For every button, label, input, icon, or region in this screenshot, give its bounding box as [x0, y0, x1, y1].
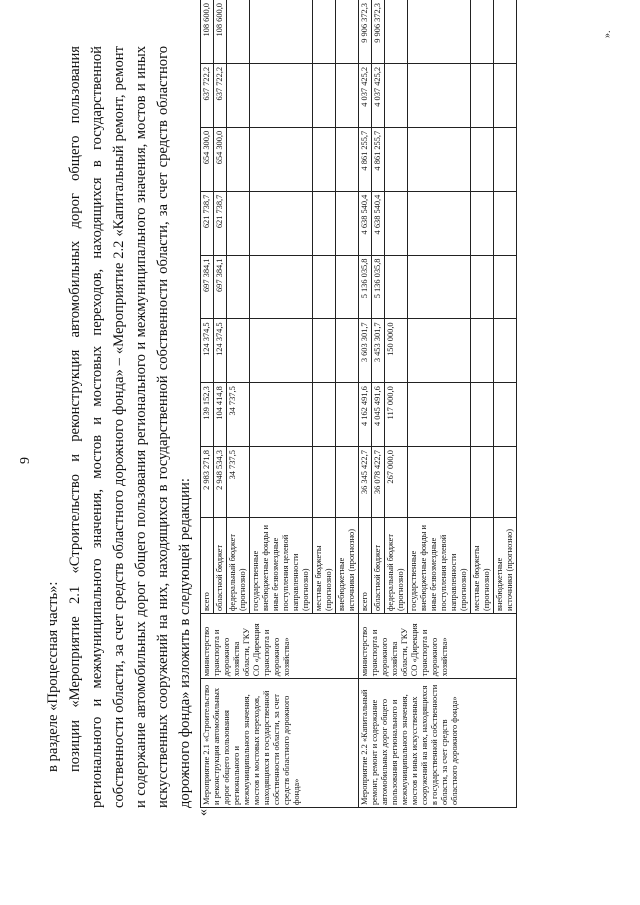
amount-cell	[336, 319, 359, 383]
amount-cell	[336, 0, 359, 63]
amount-cell	[494, 191, 517, 255]
amount-cell: 4 861 255,7	[372, 127, 385, 191]
amount-cell	[313, 447, 336, 518]
amount-cell	[408, 255, 471, 319]
funding-source-cell: федеральный бюджет (прогнозно)	[227, 517, 250, 613]
amount-cell	[385, 127, 408, 191]
amount-cell	[250, 127, 313, 191]
amendment-paragraph: позиции «Мероприятие 2.1 «Строительство и реконструкция автомобильных дорог общего пользования регионального и межмуниципального значения, мостов и мостовых переходов, находящихся в государственной собственности области, за счет средств областного дорожного фонда» – «Мероприятие 2.2 «Капитальный ремонт, ремонт и содержание автомобильных дорог общего пользования регионального и межмуниципального значения, мостов и иных искусственных сооружений на них, находящихся в государственной собственности области, за счет средств областного дорожного фонда» изложить в следующей редакции:	[67, 46, 193, 808]
amount-cell	[471, 191, 494, 255]
amount-cell: 4 045 491,6	[372, 383, 385, 447]
amount-cell	[227, 319, 250, 383]
page-number: 9	[18, 457, 33, 464]
amount-cell	[385, 63, 408, 127]
amount-cell: 124 374,5	[214, 319, 227, 383]
funding-source-cell: областной бюджет	[214, 517, 227, 613]
amount-cell	[408, 127, 471, 191]
amount-cell	[471, 447, 494, 518]
funding-source-cell: местные бюджеты (прогнозно)	[313, 517, 336, 613]
amount-cell	[313, 127, 336, 191]
amount-cell: 108 600,0	[214, 0, 227, 63]
amount-cell	[313, 383, 336, 447]
amount-cell	[494, 127, 517, 191]
amount-cell	[408, 191, 471, 255]
amount-cell	[313, 319, 336, 383]
amount-cell: 36 345 422,7	[359, 447, 372, 518]
amount-cell	[250, 191, 313, 255]
amount-cell	[336, 255, 359, 319]
amount-cell: 697 384,1	[201, 255, 214, 319]
funding-source-cell: государственные внебюджетные фонды и иные безвозмездные поступления целевой направленности (прогнозно)	[250, 517, 313, 613]
amount-cell	[336, 127, 359, 191]
amount-cell	[250, 383, 313, 447]
amount-cell: 9 906 372,3	[372, 0, 385, 63]
amount-cell: 117 000,0	[385, 383, 408, 447]
amount-cell: 36 078 422,7	[372, 447, 385, 518]
amount-cell: 3 453 301,7	[372, 319, 385, 383]
amount-cell: 139 152,3	[201, 383, 214, 447]
amount-cell	[408, 0, 471, 63]
amount-cell	[313, 191, 336, 255]
amount-cell	[408, 447, 471, 518]
amount-cell	[227, 255, 250, 319]
amount-cell: 3 603 301,7	[359, 319, 372, 383]
opening-quote: «	[196, 809, 211, 816]
amount-cell	[385, 255, 408, 319]
amount-cell: 637 722,2	[201, 63, 214, 127]
funding-source-cell: государственные внебюджетные фонды и иные безвозмездные поступления целевой направленности (прогнозно)	[408, 517, 471, 613]
amount-cell: 621 738,7	[214, 191, 227, 255]
amount-cell: 104 414,8	[214, 383, 227, 447]
amount-cell	[471, 255, 494, 319]
amount-cell: 5 136 035,8	[359, 255, 372, 319]
amount-cell	[250, 255, 313, 319]
executor-cell: министерство транспорта и дорожного хозяйства области, ГКУ СО «Дирекция транспорта и дорожного хозяйства»	[359, 614, 517, 679]
amount-cell	[250, 0, 313, 63]
funding-source-cell: федеральный бюджет (прогнозно)	[385, 517, 408, 613]
amount-cell: 637 722,2	[214, 63, 227, 127]
amount-cell	[250, 63, 313, 127]
amount-cell: 4 037 425,2	[359, 63, 372, 127]
amount-cell: 621 738,7	[201, 191, 214, 255]
amount-cell	[471, 383, 494, 447]
amount-cell: 2 983 271,8	[201, 447, 214, 518]
amount-cell: 654 300,0	[201, 127, 214, 191]
amount-cell	[336, 383, 359, 447]
amount-cell	[385, 0, 408, 63]
amount-cell	[227, 63, 250, 127]
amount-cell	[313, 63, 336, 127]
amount-cell: 5 136 035,8	[372, 255, 385, 319]
amount-cell	[336, 191, 359, 255]
amount-cell	[408, 63, 471, 127]
amount-cell	[250, 447, 313, 518]
funding-source-cell: всего	[359, 517, 372, 613]
amount-cell: 654 300,0	[214, 127, 227, 191]
amount-cell: 4 861 255,7	[359, 127, 372, 191]
amount-cell	[494, 0, 517, 63]
funding-source-cell: внебюджетные источники (прогнозно)	[494, 517, 517, 613]
amount-cell	[494, 255, 517, 319]
amount-cell	[494, 447, 517, 518]
amount-cell	[471, 319, 494, 383]
amount-cell	[227, 127, 250, 191]
funding-source-cell: всего	[201, 517, 214, 613]
funding-source-cell: областной бюджет	[372, 517, 385, 613]
measure-name-cell: Мероприятие 2.2 «Капитальный ремонт, ремонт и содержание автомобильных дорог общего пользования регионального и межмуниципального значения, мостов и иных искусственных сооружений на них, находящихся в государственной собственности области, за счет средств областного дорожного фонда»	[359, 679, 517, 808]
amount-cell	[385, 191, 408, 255]
amount-cell	[227, 191, 250, 255]
amount-cell	[336, 447, 359, 518]
amount-cell	[494, 383, 517, 447]
closing-quote: ».	[602, 30, 613, 38]
executor-cell: министерство транспорта и дорожного хозяйства области, ГКУ СО «Дирекция транспорта и дорожного хозяйства»	[201, 614, 359, 679]
amount-cell: 108 600,0	[201, 0, 214, 63]
amount-cell	[471, 63, 494, 127]
table-row	[359, 0, 372, 808]
amount-cell	[471, 0, 494, 63]
amount-cell	[227, 0, 250, 63]
amount-cell: 9 906 372,3	[359, 0, 372, 63]
amount-cell: 124 374,5	[201, 319, 214, 383]
budget-table-body	[201, 0, 517, 808]
amount-cell: 150 000,0	[385, 319, 408, 383]
amount-cell	[250, 319, 313, 383]
amount-cell: 4 638 540,4	[372, 191, 385, 255]
amount-cell	[408, 319, 471, 383]
section-heading: в разделе «Процессная часть»:	[45, 581, 61, 772]
amount-cell	[494, 319, 517, 383]
amount-cell: 2 948 534,3	[214, 447, 227, 518]
amount-cell	[336, 63, 359, 127]
intro-text	[42, 46, 196, 808]
funding-source-cell: местные бюджеты (прогнозно)	[471, 517, 494, 613]
amount-cell: 4 037 425,2	[372, 63, 385, 127]
amount-cell: 4 162 491,6	[359, 383, 372, 447]
amount-cell	[408, 383, 471, 447]
budget-table	[200, 0, 517, 808]
amount-cell: 4 638 540,4	[359, 191, 372, 255]
amount-cell	[313, 255, 336, 319]
amount-cell	[313, 0, 336, 63]
amount-cell: 34 737,5	[227, 383, 250, 447]
amount-cell: 267 000,0	[385, 447, 408, 518]
amount-cell	[494, 63, 517, 127]
amount-cell	[471, 127, 494, 191]
measure-name-cell: Мероприятие 2.1 «Строительство и реконструкция автомобильных дорог общего пользования регионального и межмуниципального значения, мостов и мостовых переходов, находящихся в государственной собственности области, за счет средств областного дорожного фонда»	[201, 679, 359, 808]
amount-cell: 697 384,1	[214, 255, 227, 319]
funding-source-cell: внебюджетные источники (прогнозно)	[336, 517, 359, 613]
table-row	[201, 0, 214, 808]
amount-cell: 34 737,5	[227, 447, 250, 518]
